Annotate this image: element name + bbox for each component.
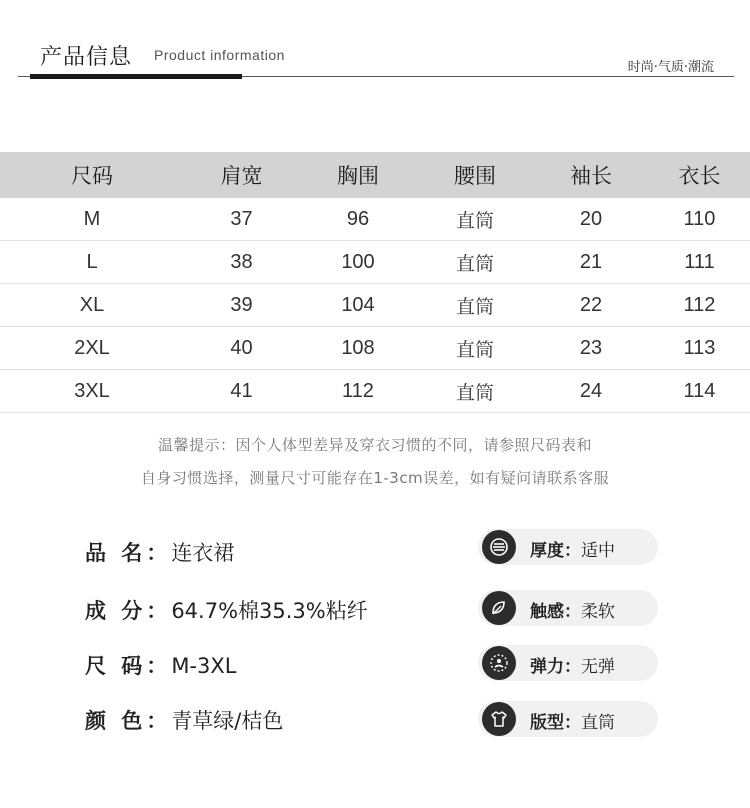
- feature-label: 版型：直筒: [530, 713, 615, 733]
- feature-touch: [478, 590, 658, 626]
- cell-waist: 直筒: [417, 284, 533, 327]
- measurement-note-line1: 温馨提示：因个人体型差异及穿衣习惯的不同，请参照尺码表和: [157, 436, 592, 454]
- detail-value: M-3XL: [171, 654, 237, 678]
- header-shoulder: 肩宽: [184, 152, 299, 198]
- detail-key: 尺 码：: [85, 654, 172, 678]
- size-table: [0, 152, 750, 413]
- cell-size: XL: [0, 284, 184, 327]
- cell-sleeve: 23: [533, 327, 649, 370]
- feature-elasticity: [478, 645, 658, 681]
- feature-fit: [478, 701, 658, 737]
- cell-size: 3XL: [0, 370, 184, 413]
- cell-chest: 108: [299, 327, 417, 370]
- cell-size: 2XL: [0, 327, 184, 370]
- leaf-icon: [482, 591, 516, 625]
- header-chest: 胸围: [299, 152, 417, 198]
- cell-shoulder: 40: [184, 327, 299, 370]
- style-tags: 时尚·气质·潮流: [627, 60, 714, 75]
- section-title: 产品信息: [40, 45, 133, 70]
- layers-icon: [482, 530, 516, 564]
- shirt-icon: [482, 702, 516, 736]
- header-size: 尺码: [0, 152, 184, 198]
- feature-label: 厚度：适中: [530, 541, 615, 561]
- table-row: [0, 284, 750, 327]
- cell-length: 113: [649, 327, 750, 370]
- cell-waist: 直筒: [417, 198, 533, 241]
- table-row: [0, 241, 750, 284]
- cell-chest: 100: [299, 241, 417, 284]
- detail-value: 64.7%棉35.3%粘纤: [171, 599, 368, 623]
- table-row: [0, 198, 750, 241]
- cell-waist: 直筒: [417, 241, 533, 284]
- header-accent-bar: [30, 74, 242, 79]
- cell-chest: 104: [299, 284, 417, 327]
- detail-key: 成 分：: [85, 599, 172, 623]
- cell-shoulder: 38: [184, 241, 299, 284]
- table-header-row: [0, 152, 750, 198]
- cell-sleeve: 21: [533, 241, 649, 284]
- header-sleeve: 袖长: [533, 152, 649, 198]
- cell-length: 114: [649, 370, 750, 413]
- cell-chest: 112: [299, 370, 417, 413]
- detail-composition: [85, 595, 368, 625]
- detail-size-range: [85, 650, 236, 680]
- feature-label: 弹力：无弹: [530, 657, 615, 677]
- feature-thickness: [478, 529, 658, 565]
- cell-sleeve: 20: [533, 198, 649, 241]
- detail-value: 连衣裙: [171, 541, 235, 565]
- cell-length: 111: [649, 241, 750, 284]
- cell-shoulder: 37: [184, 198, 299, 241]
- cell-sleeve: 22: [533, 284, 649, 327]
- section-subtitle: Product information: [154, 47, 285, 63]
- header-waist: 腰围: [417, 152, 533, 198]
- cell-shoulder: 39: [184, 284, 299, 327]
- table-row: [0, 327, 750, 370]
- detail-color: [85, 705, 283, 735]
- cell-chest: 96: [299, 198, 417, 241]
- cell-shoulder: 41: [184, 370, 299, 413]
- cell-length: 112: [649, 284, 750, 327]
- cell-sleeve: 24: [533, 370, 649, 413]
- detail-product-name: [85, 537, 234, 567]
- detail-key: 品 名：: [85, 541, 172, 565]
- cell-size: M: [0, 198, 184, 241]
- cell-length: 110: [649, 198, 750, 241]
- measurement-note-line2: 自身习惯选择，测量尺寸可能存在1-3cm误差，如有疑问请联系客服: [140, 469, 610, 487]
- cell-waist: 直筒: [417, 327, 533, 370]
- detail-key: 颜 色：: [85, 709, 172, 733]
- table-row: [0, 370, 750, 413]
- feature-label: 触感：柔软: [530, 602, 615, 622]
- stretch-icon: [482, 646, 516, 680]
- header-length: 衣长: [649, 152, 750, 198]
- cell-waist: 直筒: [417, 370, 533, 413]
- cell-size: L: [0, 241, 184, 284]
- detail-value: 青草绿/桔色: [171, 709, 284, 733]
